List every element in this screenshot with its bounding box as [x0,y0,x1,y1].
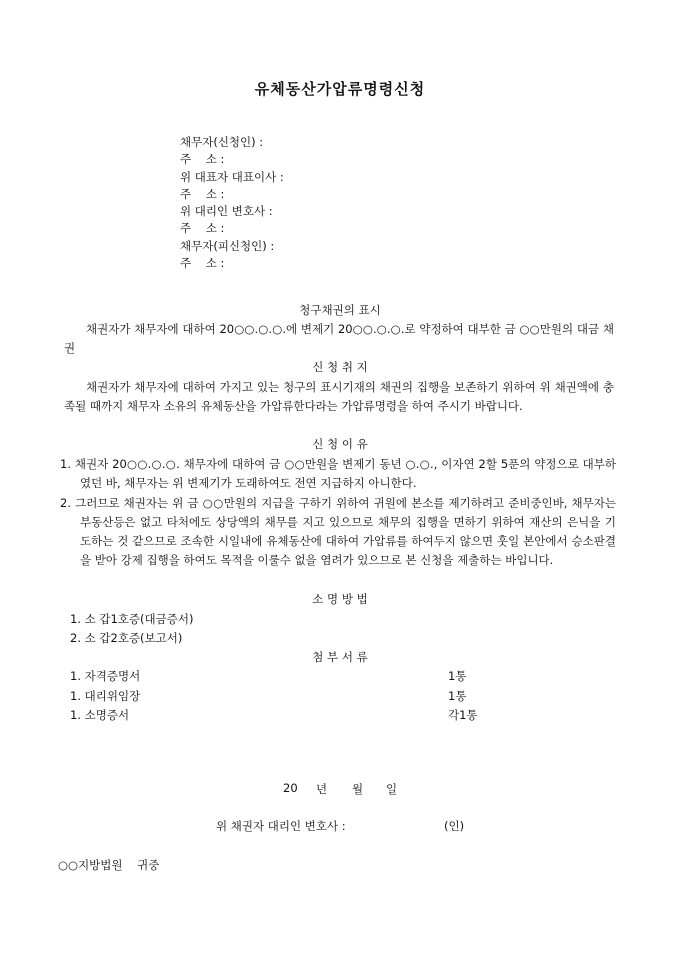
evidence-item: 2. 소 갑2호증(보고서) [70,631,183,645]
date-year: 20 [283,781,298,795]
date-day-unit: 일 [386,782,398,796]
attachment-name: 1. 소명증서 [70,708,130,722]
reason-item: 1. 채권자 20○○.○.○. 채무자에 대하여 금 ○○만원을 변제기 동년 ○.○., 이자연 2할 5푼의 약정으로 대부하였던 바, 채무자는 위 변제기가 도래하여도 전연 지급하지 아니한다. [60,457,616,490]
party-line: 주 소 : [180,221,225,236]
purpose-text: 채권자가 채무자에 대하여 가지고 있는 청구의 표시기재의 채권의 집행을 보존하기 위하여 위 채권액에 충족될 때까지 채무자 소유의 유체동산을 가압류한다라는 가압류명령을 하여 주시기 바랍니다. [64,380,614,413]
claim-heading: 청구채권의 표시 [299,303,381,317]
attachment-name: 1. 자격증명서 [70,669,141,683]
evidence-heading: 소 명 방 법 [312,592,368,606]
purpose-heading: 신 청 취 지 [312,360,368,374]
attachment-qty: 1통 [448,669,467,683]
court-addressee: ○○지방법원 귀중 [58,858,160,872]
attachment-qty: 1통 [448,689,467,703]
attachment-qty: 각1통 [448,708,478,722]
reason-item: 2. 그러므로 채권자는 위 금 ○○만원의 지급을 구하기 위하여 귀원에 본소를 제기하려고 준비중인바, 채무자는 부동산등은 없고 타처에도 상당액의 채무를 지고 있으므로 채무의 집행을 면하기 위하여 재산의 은닉을 기도하는 것 같으므로 조속한 시일내에 유체동산에 대하여 가압류를 하여두지 않으면 훗일 본안에서 승소판결을 받아 강제 집행을 하여도 목적을 이룰수 없을 염려가 있으므로 본 신청을 제출하는 바입니다. [60,496,616,567]
date-month-unit: 월 [352,782,364,796]
attachment-name: 1. 대리위임장 [70,689,141,703]
party-line: 채무자(신청인) : [180,135,264,149]
signature-label: 위 채권자 대리인 변호사 : [216,819,346,833]
party-line: 채무자(피신청인) : [180,238,275,253]
evidence-item: 1. 소 갑1호증(대금증서) [70,612,194,626]
claim-text: 채권자가 채무자에 대하여 20○○.○.○.에 변제기 20○○.○.○.로 약정하여 대부한 금 ○○만원의 대금 채권 [64,322,614,355]
party-line: 주 소 : [180,186,225,201]
parties-block [180,134,284,272]
party-line: 위 대리인 변호사 : [180,204,273,219]
document-title: 유체동산가압류명령신청 [254,80,426,98]
party-line: 주 소 : [180,256,225,271]
seal-mark: (인) [444,819,465,833]
date-year-unit: 년 [316,782,328,796]
party-line: 위 대표자 대표이사 : [180,169,284,184]
reason-heading: 신 청 이 유 [312,437,368,451]
attachments-heading: 첨 부 서 류 [312,650,368,664]
party-line: 주 소 : [180,152,225,167]
